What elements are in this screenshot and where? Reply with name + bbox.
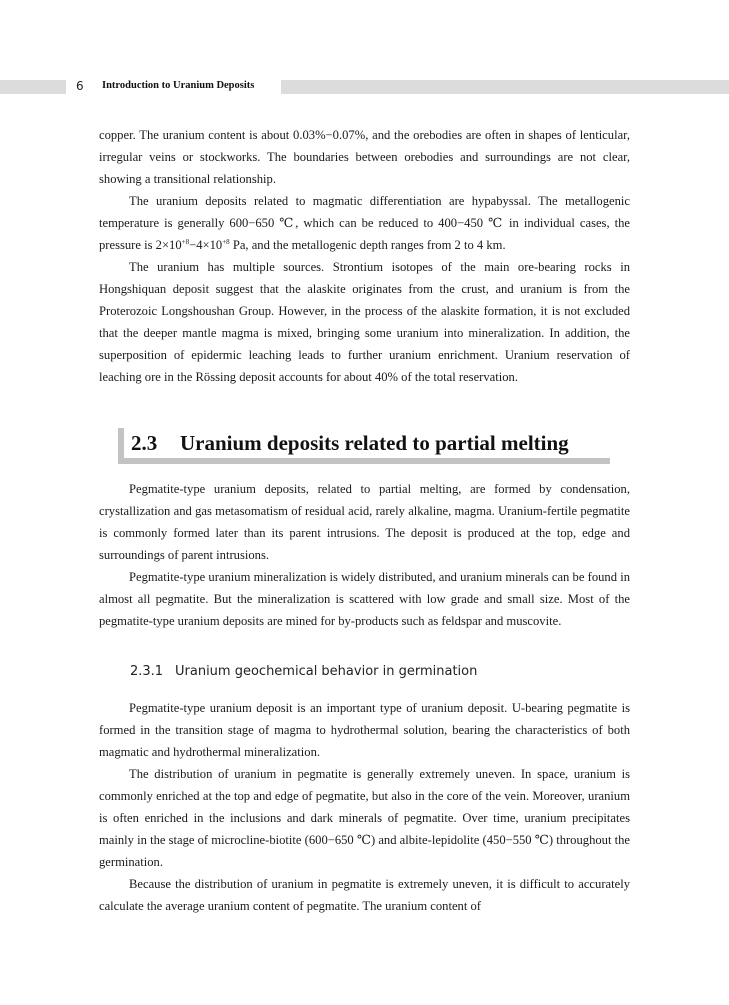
book-title: Introduction to Uranium Deposits [102,80,255,91]
section-heading-underline [118,458,610,464]
text-block-intro [99,124,630,388]
paragraph: Pegmatite-type uranium deposit is an important type of uranium deposit. U-bearing pegmatite is formed in the transition stage of magma to hydrothermal solution, bearing the characteristics of both magmatic and hydrothermal mineralization. [99,701,630,759]
running-head-bar-right [281,80,729,94]
paragraph-text: Pa, and the metallogenic depth ranges from 2 to 4 km. [229,238,506,252]
subsection-title: Uranium geochemical behavior in germination [175,664,478,679]
paragraph-text: The uranium deposits related to magmatic differentiation are hypabyssal. The metallogenic temperature is generally 600−650 ℃, which can be reduced to 400−450 ℃ in individual cases, the pressure is 2×10 [99,194,630,252]
section-heading [118,428,610,464]
paragraph: The uranium has multiple sources. Strontium isotopes of the main ore-bearing rocks in Hongshiquan deposit suggest that the alaskite originates from the crust, and uranium is from the Proterozoic Longshoushan Group. However, in the process of the alaskite formation, it is not excluded that the deeper mantle magma is mixed, bringing some uranium into mineralization. In addition, the superposition of epidermic leaching leads to further uranium enrichment. Uranium reservation of leaching ore in the Rössing deposit accounts for about 40% of the total reservation. [99,260,630,384]
running-head-bar-left [0,80,66,94]
paragraph: Because the distribution of uranium in pegmatite is extremely uneven, it is difficult to accurately calculate the average uranium content of pegmatite. The uranium content of [99,877,630,913]
subsection-heading [130,664,477,679]
paragraph: Pegmatite-type uranium deposits, related to partial melting, are formed by condensation, crystallization and gas metasomatism of residual acid, rarely alkaline, magma. Uranium-fertile pegmatite is commonly formed later than its parent intrusions. The deposit is produced at the top, edge and surroundings of parent intrusions. [99,482,630,562]
running-head [0,80,729,94]
paragraph-text: −4×10 [189,238,223,252]
paragraph [99,190,630,256]
section-heading-text [131,431,569,456]
paragraph: The distribution of uranium in pegmatite is generally extremely uneven. In space, uranium is commonly enriched at the top and edge of pegmatite, but also in the core of the vein. Moreover, uranium is often enriched in the inclusions and dark minerals of pegmatite. Over time, uranium precipitates mainly in the stage of microcline-biotite (600−650 ℃) and albite-lepidolite (450−550 ℃) throughout the germination. [99,767,630,869]
subsection-number: 2.3.1 [130,664,164,679]
page-number: 6 [76,79,84,93]
paragraph: copper. The uranium content is about 0.03%−0.07%, and the orebodies are often in shapes of lenticular, irregular veins or stockworks. The boundaries between orebodies and surroundings are not clear, showing a transitional relationship. [99,128,630,186]
text-block-section [99,478,630,632]
superscript: +8 [181,238,190,246]
section-title: Uranium deposits related to partial melting [180,431,569,455]
superscript: +8 [222,238,230,246]
text-block-subsection [99,697,630,917]
section-number: 2.3 [131,431,158,455]
paragraph: Pegmatite-type uranium mineralization is widely distributed, and uranium minerals can be found in almost all pegmatite. But the mineralization is scattered with low grade and small size. Most of the pegmatite-type uranium deposits are mined for by-products such as feldspar and muscovite. [99,570,630,628]
